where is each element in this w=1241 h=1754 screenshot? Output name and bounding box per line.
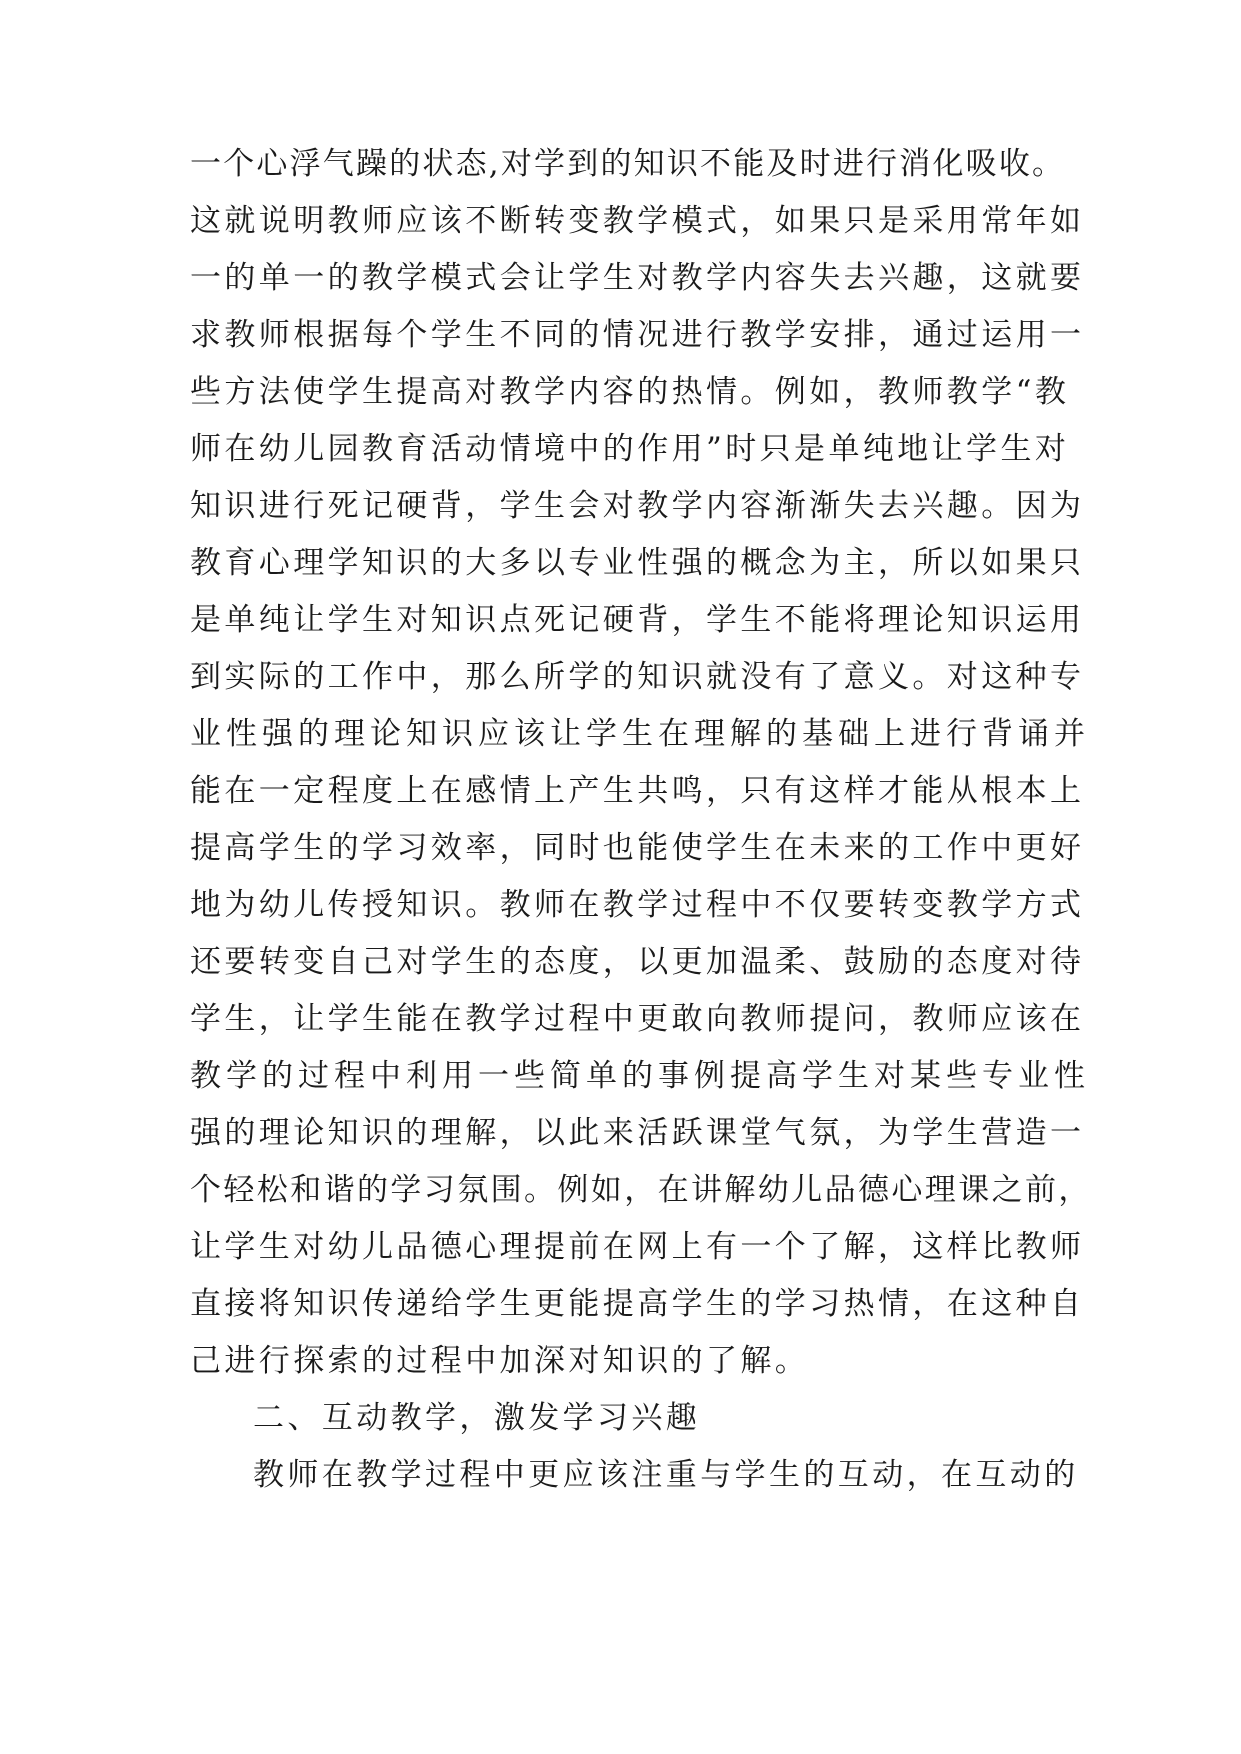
text-line: 教育心理学知识的大多以专业性强的概念为主，所以如果只 xyxy=(190,545,1085,581)
text-line: 师在幼儿园教育活动情境中的作用”时只是单纯地让学生对 xyxy=(190,431,1070,467)
paragraph-first-line: 教师在教学过程中更应该注重与学生的互动，在互动的 xyxy=(253,1457,1079,1493)
text-line: 一的单一的教学模式会让学生对教学内容失去兴趣，这就要 xyxy=(190,260,1085,296)
text-line: 让学生对幼儿品德心理提前在网上有一个了解，这样比教师 xyxy=(190,1229,1085,1265)
text-line: 还要转变自己对学生的态度，以更加温柔、鼓励的态度对待 xyxy=(190,944,1085,980)
text-line: 强的理论知识的理解，以此来活跃课堂气氛，为学生营造一 xyxy=(190,1115,1085,1151)
text-line: 知识进行死记硬背，学生会对教学内容渐渐失去兴趣。因为 xyxy=(190,488,1085,524)
text-line: 直接将知识传递给学生更能提高学生的学习热情，在这种自 xyxy=(190,1286,1085,1322)
text-line: 求教师根据每个学生不同的情况进行教学安排，通过运用一 xyxy=(190,317,1085,353)
text-line: 些方法使学生提高对教学内容的热情。例如，教师教学“教 xyxy=(190,374,1070,410)
text-line: 个轻松和谐的学习氛围。例如，在讲解幼儿品德心理课之前， xyxy=(190,1172,1092,1208)
text-line: 能在一定程度上在感情上产生共鸣，只有这样才能从根本上 xyxy=(190,773,1085,809)
text-line: 地为幼儿传授知识。教师在教学过程中不仅要转变教学方式 xyxy=(190,887,1085,923)
text-line: 学生，让学生能在教学过程中更敢向教师提问，教师应该在 xyxy=(190,1001,1085,1037)
text-line: 己进行探索的过程中加深对知识的了解。 xyxy=(190,1343,810,1379)
text-line: 提高学生的学习效率，同时也能使学生在未来的工作中更好 xyxy=(190,830,1085,866)
text-line: 一个心浮气躁的状态,对学到的知识不能及时进行消化吸收。 xyxy=(190,146,1066,182)
text-line: 教学的过程中利用一些简单的事例提高学生对某些专业性 xyxy=(190,1058,1090,1094)
text-line: 业性强的理论知识应该让学生在理解的基础上进行背诵并 xyxy=(190,716,1090,752)
section-heading: 二、互动教学，激发学习兴趣 xyxy=(253,1400,701,1436)
text-line: 这就说明教师应该不断转变教学模式，如果只是采用常年如 xyxy=(190,203,1085,239)
text-line: 到实际的工作中，那么所学的知识就没有了意义。对这种专 xyxy=(190,659,1085,695)
text-line: 是单纯让学生对知识点死记硬背，学生不能将理论知识运用 xyxy=(190,602,1085,638)
